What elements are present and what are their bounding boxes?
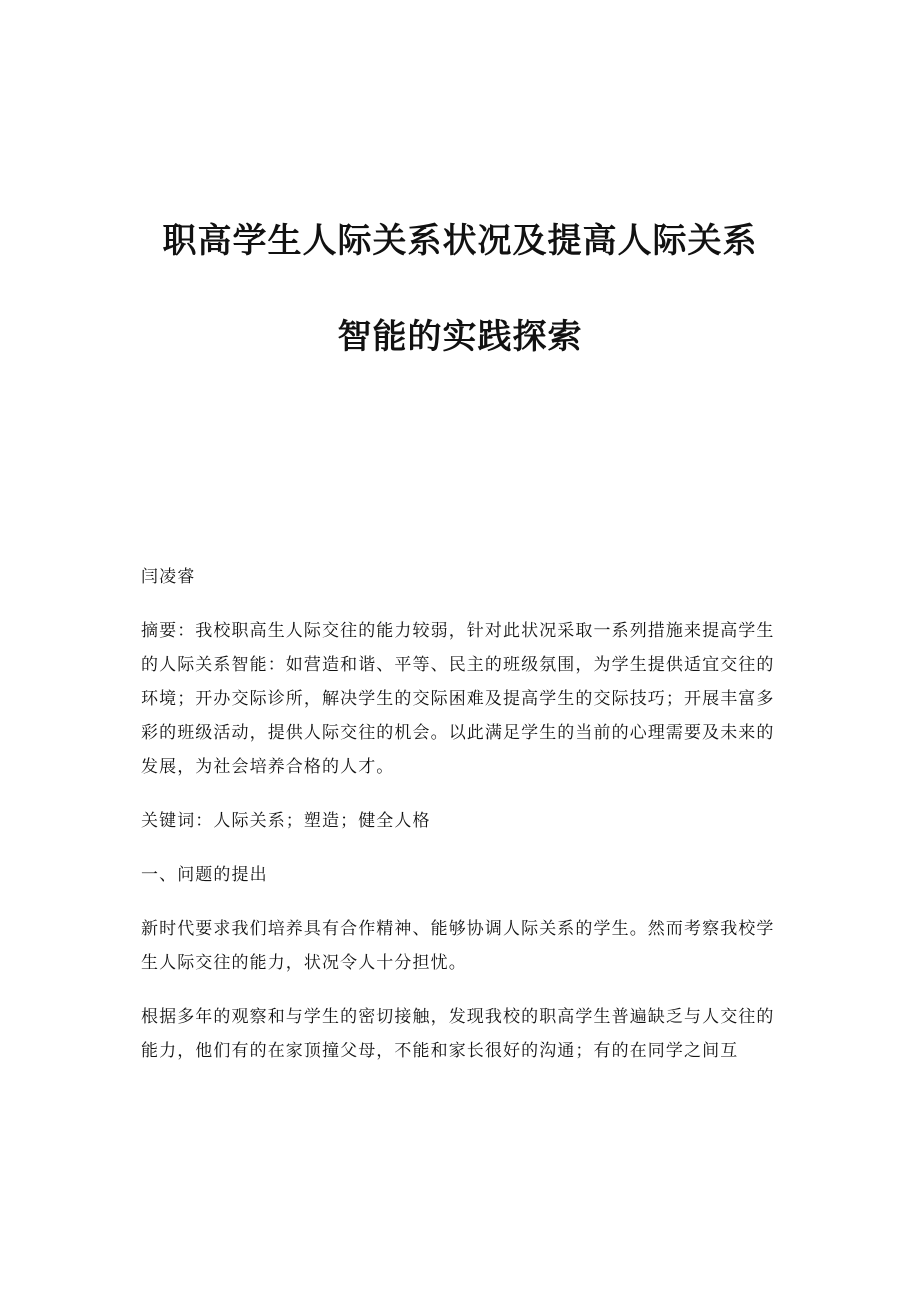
- body-paragraph-2: 根据多年的观察和与学生的密切接触，发现我校的职高学生普遍缺乏与人交往的能力，他们有的在家顶撞父母，不能和家长很好的沟通；有的在同学之间互: [141, 1007, 775, 1061]
- document-body: [141, 560, 781, 1088]
- document-title-line-1: 职高学生人际关系状况及提高人际关系: [162, 221, 758, 261]
- document-title-line-2: 智能的实践探索: [337, 317, 583, 357]
- body-paragraph-1: 新时代要求我们培养具有合作精神、能够协调人际关系的学生。然而考察我校学生人际交往的能力，状况令人十分担忧。: [141, 919, 775, 973]
- abstract-paragraph: 摘要：我校职高生人际交往的能力较弱，针对此状况采取一系列措施来提高学生的人际关系智能：如营造和谐、平等、民主的班级氛围，为学生提供适宜交往的环境；开办交际诊所，解决学生的交际困难及提高学生的交际技巧；开展丰富多彩的班级活动，提供人际交往的机会。以此满足学生的当前的心理需要及未来的发展，为社会培养合格的人才。: [141, 621, 775, 777]
- keywords-line: 关键词：人际关系；塑造；健全人格: [141, 811, 431, 831]
- section-heading: 一、问题的提出: [141, 865, 268, 885]
- author-name: 闫凌睿: [141, 567, 196, 587]
